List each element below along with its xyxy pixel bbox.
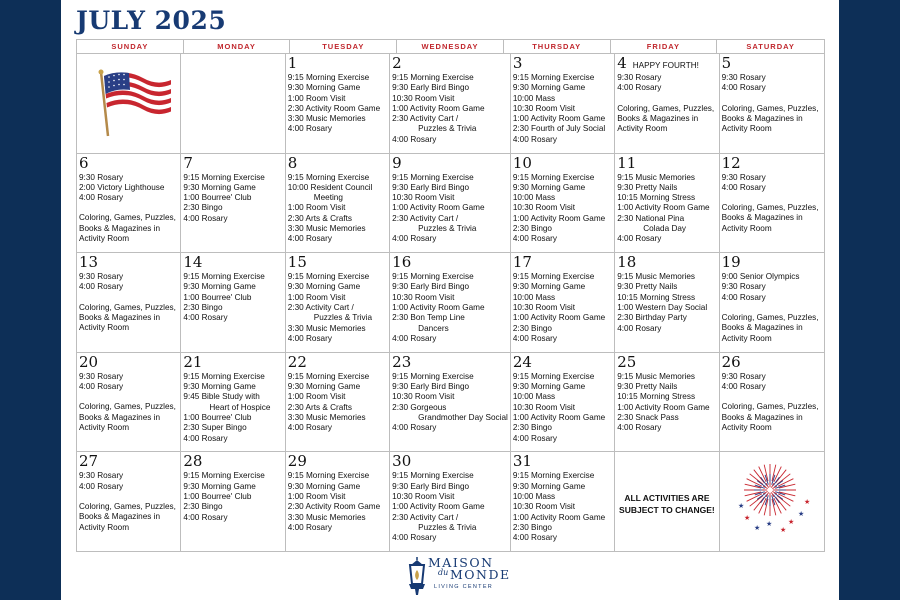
event-line: 9:30 Early Bird Bingo — [392, 382, 470, 392]
fireworks-cell — [720, 452, 824, 552]
day-number: 13 — [79, 253, 99, 272]
event-line: 4:00 Rosary — [392, 134, 437, 144]
day-cell — [77, 154, 181, 254]
event-line: 1:00 Room Visit — [287, 392, 346, 402]
event-line: Activity Room — [721, 223, 772, 233]
event-line: 9:30 Rosary — [79, 471, 124, 481]
event-line: 4:00 Rosary — [617, 423, 662, 433]
event-line: 1:00 Western Day Social — [617, 303, 708, 313]
day-cell — [615, 353, 719, 453]
event-line: Coloring, Games, Puzzles, — [721, 313, 819, 323]
event-line: 9:15 Morning Exercise — [287, 471, 370, 481]
spacer — [722, 193, 822, 203]
american-flag-cell — [77, 54, 181, 154]
event-line: Books & Magazines in — [79, 313, 161, 323]
event-line: Activity Room — [79, 234, 130, 244]
event-line: 10:30 Room Visit — [512, 402, 576, 412]
american-flag-icon — [95, 68, 173, 140]
logo-text: MAISON — [428, 555, 494, 570]
event-line: 9:30 Rosary — [721, 172, 766, 182]
spacer — [722, 94, 822, 104]
event-line: 9:30 Morning Game — [512, 282, 586, 292]
event-line: 3:30 Music Memories — [287, 323, 366, 333]
event-line: 9:30 Early Bird Bingo — [392, 83, 470, 93]
event-line: 4:00 Rosary — [287, 522, 332, 532]
event-line: 9:15 Morning Exercise — [392, 272, 474, 282]
calendar-title: JULY 2025 — [76, 6, 227, 35]
event-line: 4:00 Rosary — [512, 134, 557, 144]
day-cell — [511, 54, 615, 154]
event-line: 4:00 Rosary — [183, 433, 228, 443]
event-line: 2:30 Bingo — [183, 303, 223, 313]
event-line: 10:15 Morning Stress — [617, 392, 696, 402]
spacer — [79, 293, 178, 303]
day-number: 4 — [617, 54, 627, 72]
event-line: 1:00 Activity Room Game — [512, 412, 606, 422]
event-line: 9:15 Music Memories — [617, 272, 696, 282]
event-line: Books & Magazines in — [79, 512, 161, 522]
calendar-page — [61, 0, 839, 600]
event-line: 9:30 Morning Game — [183, 282, 256, 292]
svg-text:★: ★ — [803, 498, 810, 507]
event-line: 2:00 Victory Lighthouse — [79, 182, 165, 192]
day-number: 12 — [721, 153, 741, 172]
event-line: 4:00 Rosary — [617, 234, 662, 244]
event-line: Activity Room — [79, 522, 130, 532]
event-line: 10:00 Resident Council — [287, 182, 373, 192]
event-line: Coloring, Games, Puzzles, — [79, 213, 176, 223]
event-line: 4:00 Rosary — [183, 512, 228, 522]
day-header: SATURDAY — [746, 42, 795, 51]
day-cell — [511, 353, 615, 453]
event-line: 2:30 National Pina — [617, 213, 685, 223]
event-line: 10:15 Morning Stress — [617, 292, 696, 302]
event-line: 10:15 Morning Stress — [617, 193, 696, 203]
event-line: 9:30 Morning Game — [183, 382, 256, 392]
event-line: 4:00 Rosary — [287, 124, 332, 134]
day-cell — [720, 154, 824, 254]
event-line: 9:30 Rosary — [79, 172, 124, 182]
event-line: 9:15 Morning Exercise — [392, 371, 474, 381]
svg-text:★: ★ — [753, 524, 760, 533]
event-line: 9:30 Rosary — [721, 73, 766, 82]
event-line: 9:30 Morning Game — [512, 382, 586, 392]
event-line: 2:30 Gorgeous — [392, 402, 447, 412]
event-line: 2:30 Arts & Crafts — [287, 213, 352, 223]
event-line: 9:15 Morning Exercise — [512, 73, 595, 82]
day-header: MONDAY — [184, 40, 291, 53]
svg-text:★: ★ — [765, 520, 772, 529]
day-number: 31 — [512, 452, 532, 471]
event-line: Books & Magazines in — [79, 412, 161, 422]
event-line: 1:00 Room Visit — [287, 491, 346, 501]
event-line: Puzzles & Trivia — [313, 313, 373, 323]
day-number: 9 — [392, 153, 402, 172]
event-line: 4:00 Rosary — [617, 323, 662, 333]
day-number: 16 — [392, 253, 412, 272]
event-line: 9:30 Pretty Nails — [617, 182, 678, 192]
event-line: 1:00 Activity Room Game — [512, 512, 606, 522]
svg-text:★: ★ — [743, 514, 750, 523]
event-line: 4:00 Rosary — [79, 382, 124, 392]
event-line: Coloring, Games, Puzzles, — [721, 402, 819, 412]
event-line: 9:30 Rosary — [721, 282, 766, 292]
event-line: 1:00 Bourree' Club — [183, 193, 252, 203]
day-cell — [720, 353, 824, 453]
event-line: 3:30 Music Memories — [287, 114, 366, 124]
event-line: 10:30 Room Visit — [512, 502, 576, 512]
logo-du: du — [438, 568, 449, 577]
event-line: Activity Room — [617, 124, 668, 134]
event-line: 10:30 Room Visit — [392, 292, 455, 302]
spacer — [79, 392, 178, 402]
event-line: 1:00 Bourree' Club — [183, 412, 252, 422]
event-line: 9:15 Morning Exercise — [183, 172, 265, 182]
event-line: 4:00 Rosary — [721, 382, 766, 392]
notice-line: ALL ACTIVITIES ARE — [624, 493, 710, 504]
notice-line: SUBJECT TO CHANGE! — [619, 505, 715, 516]
day-number: 19 — [721, 253, 741, 272]
event-line: 9:15 Morning Exercise — [287, 371, 370, 381]
notice-cell — [615, 452, 719, 552]
day-cell — [511, 253, 615, 353]
event-line: Puzzles & Trivia — [418, 522, 477, 532]
event-line: 1:00 Activity Room Game — [392, 203, 485, 213]
event-line: Coloring, Games, Puzzles, — [79, 302, 176, 312]
event-line: 2:30 Arts & Crafts — [287, 402, 352, 412]
event-line: 3:30 Music Memories — [287, 224, 366, 234]
event-line: 9:15 Morning Exercise — [512, 371, 595, 381]
day-cell — [720, 253, 824, 353]
event-line: 10:00 Mass — [512, 491, 556, 501]
event-line: Dancers — [418, 323, 449, 333]
event-line: 4:00 Rosary — [512, 234, 557, 244]
day-number: 24 — [512, 352, 532, 371]
day-cell — [181, 353, 285, 453]
event-line: 9:30 Morning Game — [183, 182, 256, 192]
day-number: 21 — [183, 352, 203, 371]
activities-notice — [615, 492, 718, 516]
weeks-grid — [76, 53, 825, 552]
day-cell — [77, 353, 181, 453]
event-line: 2:30 Activity Cart / — [287, 303, 354, 313]
event-line: 9:15 Morning Exercise — [512, 471, 595, 481]
event-line: 9:15 Morning Exercise — [512, 272, 595, 282]
event-line: 4:00 Rosary — [392, 533, 437, 543]
event-line: 2:30 Birthday Party — [617, 313, 687, 323]
event-line: Activity Room — [79, 323, 130, 333]
event-line: Coloring, Games, Puzzles, — [79, 501, 176, 511]
holiday-label: HAPPY FOURTH! — [632, 61, 699, 70]
event-line: Books & Magazines in — [721, 412, 803, 422]
event-line: 4:00 Rosary — [512, 433, 557, 443]
day-cell — [511, 154, 615, 254]
event-line: 2:30 Bon Temp Line — [392, 313, 465, 323]
event-line: Puzzles & Trivia — [418, 124, 477, 134]
event-line: 4:00 Rosary — [392, 234, 437, 244]
day-cell — [286, 452, 390, 552]
day-cell — [181, 452, 285, 552]
event-line: Activity Room — [721, 124, 772, 134]
day-cell — [390, 253, 511, 353]
day-number: 20 — [79, 352, 99, 371]
event-line: 9:30 Rosary — [79, 272, 124, 282]
calendar-grid — [76, 39, 825, 552]
spacer — [722, 303, 822, 313]
day-number: 10 — [512, 153, 532, 172]
event-line: Grandmother Day Social — [418, 412, 508, 422]
day-number: 7 — [183, 153, 193, 172]
event-line: Coloring, Games, Puzzles, — [79, 402, 176, 412]
event-line: Books & Magazines in — [721, 213, 803, 223]
fireworks-icon — [730, 460, 814, 540]
event-line: 1:00 Room Visit — [287, 292, 346, 302]
event-line: 2:30 Bingo — [183, 203, 223, 213]
day-number: 2 — [392, 54, 402, 72]
day-number: 30 — [392, 452, 412, 471]
day-cell — [286, 54, 390, 154]
event-line: 9:15 Music Memories — [617, 172, 696, 182]
event-line: 9:30 Morning Game — [287, 481, 361, 491]
event-line: Heart of Hospice — [209, 402, 271, 412]
day-number: 22 — [287, 352, 307, 371]
event-line: 10:00 Mass — [512, 392, 556, 402]
day-number: 23 — [392, 352, 412, 371]
event-line: 2:30 Super Bingo — [183, 423, 247, 433]
event-line: 4:00 Rosary — [183, 213, 228, 223]
event-line: 3:30 Music Memories — [287, 412, 366, 422]
event-line: 4:00 Rosary — [721, 83, 766, 93]
day-number: 6 — [79, 153, 89, 172]
event-line: Books & Magazines in — [721, 113, 803, 123]
event-line: 1:00 Bourree' Club — [183, 292, 252, 302]
day-cell — [286, 253, 390, 353]
event-line: 2:30 Fourth of July Social — [512, 124, 606, 134]
event-line: 3:30 Music Memories — [287, 512, 366, 522]
event-line: 9:15 Morning Exercise — [392, 73, 474, 82]
day-cell — [615, 54, 719, 154]
event-line: 9:30 Early Bird Bingo — [392, 282, 470, 292]
event-line: 9:30 Morning Game — [183, 481, 256, 491]
event-line: Coloring, Games, Puzzles, — [721, 103, 819, 113]
event-line: 9:15 Morning Exercise — [287, 73, 370, 82]
day-cell — [181, 253, 285, 353]
event-line: 9:15 Morning Exercise — [183, 371, 265, 381]
day-number: 3 — [512, 54, 523, 72]
event-line: 2:30 Activity Cart / — [392, 512, 459, 522]
day-header: TUESDAY — [290, 40, 397, 53]
event-line: Activity Room — [721, 333, 772, 343]
event-line: 9:45 Bible Study with — [183, 392, 260, 402]
event-line: 1:00 Activity Room Game — [392, 502, 485, 512]
event-line: Colada Day — [643, 224, 686, 234]
event-line: 4:00 Rosary — [79, 481, 124, 491]
event-line: 2:30 Activity Cart / — [392, 114, 459, 124]
event-line: 2:30 Activity Room Game — [287, 103, 381, 113]
event-line: 9:30 Rosary — [721, 371, 766, 381]
event-line: 9:30 Morning Game — [287, 382, 361, 392]
empty-cell — [181, 54, 285, 154]
logo-subtitle: LIVING CENTER — [434, 584, 494, 590]
event-line: 2:30 Bingo — [512, 423, 552, 433]
event-line: 10:30 Room Visit — [512, 103, 576, 113]
event-line: 10:30 Room Visit — [392, 392, 455, 402]
event-line: 9:30 Morning Game — [512, 182, 586, 192]
event-line: 10:00 Mass — [512, 193, 556, 203]
day-cell — [181, 154, 285, 254]
event-line: 1:00 Activity Room Game — [392, 103, 485, 113]
svg-text:★: ★ — [797, 510, 804, 519]
maison-du-monde-logo — [406, 554, 516, 598]
day-cell — [286, 154, 390, 254]
event-line: 1:00 Activity Room Game — [512, 313, 606, 323]
event-line: 10:30 Room Visit — [512, 303, 576, 313]
day-cell — [77, 452, 181, 552]
day-header: THURSDAY — [504, 40, 611, 53]
day-header-row — [76, 39, 825, 53]
event-line: 1:00 Activity Room Game — [512, 114, 606, 124]
event-line: Puzzles & Trivia — [418, 224, 477, 234]
event-line: 2:30 Bingo — [183, 502, 223, 512]
day-number: 25 — [617, 352, 637, 371]
event-line: 9:15 Music Memories — [617, 371, 696, 381]
event-line: 9:30 Pretty Nails — [617, 282, 678, 292]
event-line: 1:00 Activity Room Game — [617, 402, 710, 412]
svg-text:★: ★ — [787, 518, 794, 527]
day-cell — [77, 253, 181, 353]
day-number: 8 — [287, 153, 298, 172]
event-line: 9:15 Morning Exercise — [287, 172, 370, 182]
day-number: 28 — [183, 452, 203, 471]
event-line: 9:15 Morning Exercise — [287, 272, 370, 282]
event-line: 1:00 Activity Room Game — [617, 203, 710, 213]
day-number: 5 — [721, 54, 732, 72]
event-line: 10:30 Room Visit — [392, 491, 455, 501]
day-cell — [615, 253, 719, 353]
event-line: 9:15 Morning Exercise — [183, 272, 265, 282]
event-line: 10:30 Room Visit — [392, 193, 455, 203]
event-line: 2:30 Bingo — [512, 522, 552, 532]
event-line: 4:00 Rosary — [287, 234, 332, 244]
event-line: 9:15 Morning Exercise — [512, 172, 595, 182]
event-line: Books & Magazines in — [721, 323, 803, 333]
day-cell — [615, 154, 719, 254]
day-cell — [390, 452, 511, 552]
event-line: 4:00 Rosary — [183, 313, 228, 323]
day-cell — [720, 54, 824, 154]
event-line: 4:00 Rosary — [721, 182, 766, 192]
event-line: 4:00 Rosary — [79, 193, 124, 203]
event-line: 2:30 Snack Pass — [617, 412, 679, 422]
event-line: 2:30 Bingo — [512, 323, 552, 333]
event-line: Meeting — [313, 193, 343, 203]
spacer — [79, 492, 178, 502]
day-number: 15 — [287, 253, 307, 272]
day-cell — [390, 54, 511, 154]
event-line: 10:00 Mass — [512, 93, 556, 103]
event-line: 4:00 Rosary — [617, 83, 662, 93]
event-line: 4:00 Rosary — [512, 333, 557, 343]
event-line: Activity Room — [721, 422, 772, 432]
event-line: 2:30 Activity Room Game — [287, 502, 381, 512]
day-cell — [390, 353, 511, 453]
event-line: 1:00 Activity Room Game — [512, 213, 606, 223]
event-line: 9:00 Senior Olympics — [721, 272, 800, 282]
event-line: 4:00 Rosary — [512, 533, 557, 543]
event-line: 9:15 Morning Exercise — [392, 172, 474, 182]
event-line: 9:30 Morning Game — [512, 481, 586, 491]
event-line: 1:00 Activity Room Game — [392, 303, 485, 313]
event-line: Books & Magazines in — [79, 223, 161, 233]
event-line: 1:00 Room Visit — [287, 203, 346, 213]
event-line: 9:30 Rosary — [617, 73, 662, 82]
event-line: Activity Room — [79, 422, 130, 432]
day-number: 26 — [721, 352, 741, 371]
event-line: 4:00 Rosary — [79, 282, 124, 292]
event-line: 4:00 Rosary — [721, 292, 766, 302]
event-line: 9:30 Rosary — [79, 371, 124, 381]
event-line: 9:30 Morning Game — [287, 83, 361, 93]
day-number: 14 — [183, 253, 203, 272]
day-cell — [511, 452, 615, 552]
day-number: 17 — [512, 253, 532, 272]
event-line: 1:00 Bourree' Club — [183, 491, 252, 501]
logo-monde: MONDE — [450, 567, 511, 582]
svg-text:★: ★ — [779, 526, 786, 535]
spacer — [79, 203, 178, 213]
day-number: 18 — [617, 253, 637, 272]
svg-text:★: ★ — [737, 502, 744, 511]
day-number: 27 — [79, 452, 99, 471]
day-cell — [286, 353, 390, 453]
event-line: 10:30 Room Visit — [392, 93, 455, 103]
day-number: 29 — [287, 452, 307, 471]
event-line: 9:15 Morning Exercise — [392, 471, 474, 481]
event-line: 9:30 Early Bird Bingo — [392, 481, 470, 491]
event-line: 2:30 Activity Cart / — [392, 213, 459, 223]
event-line: Books & Magazines in — [617, 113, 699, 123]
day-cell — [390, 154, 511, 254]
spacer — [722, 392, 822, 402]
event-line: Coloring, Games, Puzzles, — [721, 203, 819, 213]
day-header: WEDNESDAY — [397, 40, 504, 53]
lantern-icon — [406, 556, 428, 596]
day-number: 1 — [287, 54, 298, 72]
day-number: 11 — [617, 153, 637, 172]
event-line: 9:30 Morning Game — [512, 83, 586, 93]
event-line: 9:30 Morning Game — [287, 282, 361, 292]
event-line: 10:30 Room Visit — [512, 203, 576, 213]
event-line: 1:00 Room Visit — [287, 93, 346, 103]
event-line: 10:00 Mass — [512, 292, 556, 302]
event-line: 9:15 Morning Exercise — [183, 471, 265, 481]
event-line: 4:00 Rosary — [287, 423, 332, 433]
event-line: 4:00 Rosary — [392, 333, 437, 343]
event-line: 4:00 Rosary — [392, 423, 437, 433]
event-line: 4:00 Rosary — [287, 333, 332, 343]
event-line: Coloring, Games, Puzzles, — [617, 103, 715, 113]
spacer — [617, 94, 716, 104]
day-header: FRIDAY — [611, 40, 718, 53]
day-header: SUNDAY — [77, 40, 184, 53]
event-line: 2:30 Bingo — [512, 224, 552, 234]
event-line: 9:30 Pretty Nails — [617, 382, 678, 392]
event-line: 9:30 Early Bird Bingo — [392, 182, 470, 192]
